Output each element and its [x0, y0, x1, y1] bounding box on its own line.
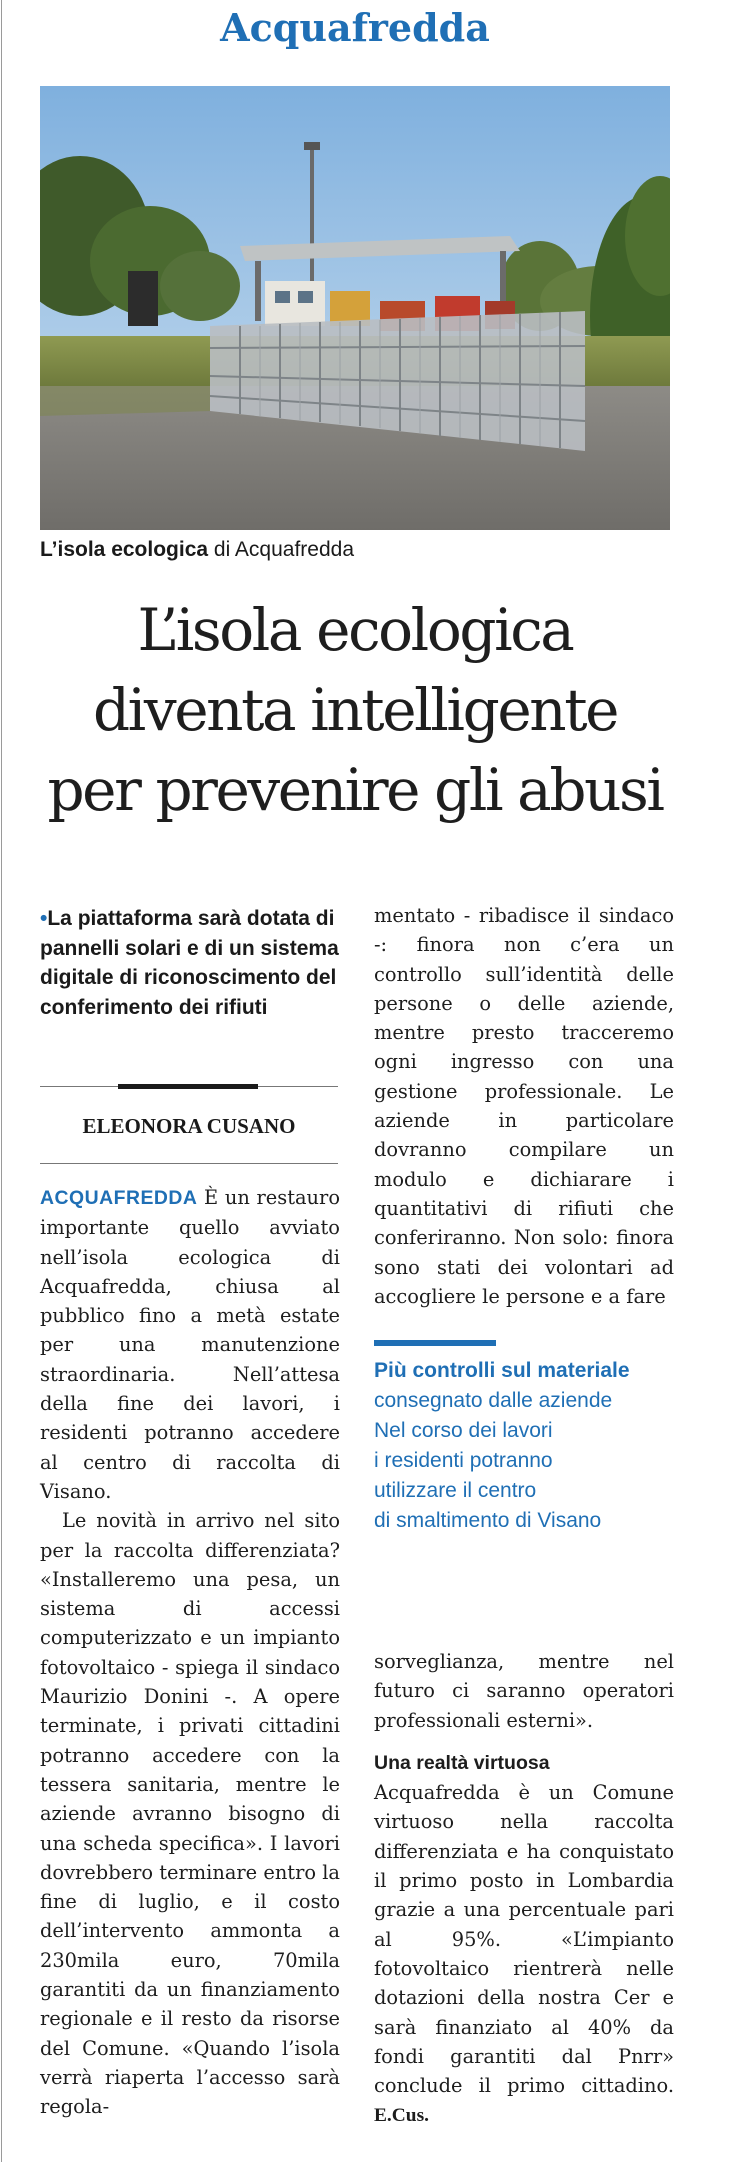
headline — [40, 590, 670, 830]
pullquote-line-3: i residenti potranno — [374, 1449, 553, 1472]
headline-line-3: per prevenire gli abusi — [47, 756, 663, 824]
pullquote-line-5: di smaltimento di Visano — [374, 1509, 602, 1532]
body-column-1 — [40, 1183, 340, 2122]
pullquote — [374, 1356, 674, 1536]
section-title: Acquafredda — [220, 5, 490, 50]
body-paragraph-4: sorveglianza, mentre nel futuro ci saranno operatori professionali esterni». — [374, 1650, 674, 1732]
headline-line-1: L’isola ecologica — [137, 596, 573, 664]
recycling-center-photo — [40, 86, 670, 530]
pullquote-title: Più controlli sul materiale — [374, 1359, 630, 1382]
dateline: ACQUAFREDDA — [40, 1187, 198, 1209]
summary-text: La piattaforma sarà dotata di pannelli solari e di un sistema digitale di riconoscimento del conferimento dei rifiuti — [40, 907, 339, 1019]
page-edge-rule — [1, 0, 2, 2162]
divider-bottom — [40, 1163, 338, 1164]
summary — [40, 904, 340, 1022]
caption-rest: di Acquafredda — [208, 538, 355, 561]
body-paragraph-3: mentato - ribadisce il sindaco -: finora non c’era un controllo sull’identità delle persone o delle aziende, mentre presto tracceremo ogni ingresso con una gestione professionale. Le aziende in particolare dovranno compilare un modulo e dichiarare i quantitativi di rifiuti che conferiranno. Non solo: finora sono stati dei volontari ad accogliere le persone e a fare — [374, 904, 674, 1308]
pullquote-line-1: consegnato dalle aziende — [374, 1389, 613, 1412]
pullquote-bar — [374, 1340, 496, 1346]
body-paragraph-1-text: È un restauro importante quello avviato nell’isola ecologica di Acquafredda, chiusa al pubblico fino a metà estate per una manutenzione straordinaria. Nell’attesa della fine dei lavori, i residenti potranno accedere al centro di raccolta di Visano. — [40, 1186, 340, 1503]
body-paragraph-1 — [40, 1183, 340, 1506]
summary-bullet: • — [40, 907, 48, 930]
subheading: Una realtà virtuosa — [374, 1751, 550, 1774]
divider-top-accent — [118, 1084, 258, 1089]
body-column-2-top — [374, 901, 674, 1311]
body-column-2-bottom — [374, 1647, 674, 2131]
byline: ELEONORA CUSANO — [82, 1114, 296, 1138]
body-paragraph-5 — [374, 1778, 674, 2131]
caption-bold: L’isola ecologica — [40, 538, 209, 561]
photo-caption — [40, 535, 670, 565]
headline-line-2: diventa intelligente — [92, 676, 618, 744]
pullquote-line-4: utilizzare il centro — [374, 1479, 537, 1502]
signature: E.Cus. — [374, 2105, 429, 2127]
pullquote-line-2: Nel corso dei lavori — [374, 1419, 553, 1442]
body-paragraph-2: Le novità in arrivo nel sito per la raccolta differenziata? «Installeremo una pesa, un sistema di accessi computerizzato e un impianto fotovoltaico - spiega il sindaco Maurizio Donini -. A opere terminate, i privati cittadini potranno accedere con la tessera sanitaria, mentre le aziende avranno bisogno di una scheda specifica». I lavori dovrebbero terminare entro la fine di luglio, e il costo dell’intervento ammonta a 230mila euro, 70mila garantiti da un finanziamento regionale e il resto da risorse del Comune. «Quando l’isola verrà riaperta l’accesso sarà regola- — [40, 1509, 340, 2119]
body-paragraph-5-text: Acquafredda è un Comune virtuoso nella raccolta differenziata e ha conquistato il primo posto in Lombardia grazie a una percentuale pari al 95%. «L’impianto fotovoltaico rientrerà nelle dotazioni della nostra Cer e sarà finanziato al 40% da fondi garantiti dal Pnrr» conclude il primo cittadino. — [374, 1781, 674, 2098]
